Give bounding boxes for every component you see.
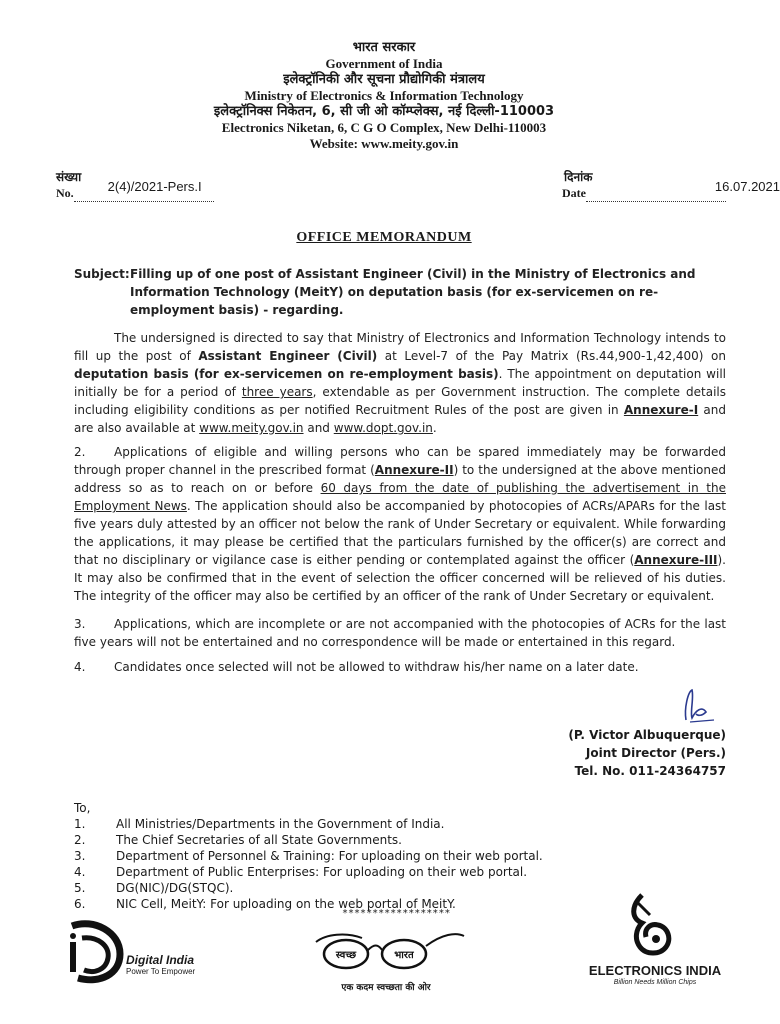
signatory-name: (P. Victor Albuquerque) [568,728,726,742]
swachh-bharat-glasses-icon [306,912,466,980]
meity-link[interactable]: www.meity.gov.in [199,421,304,435]
para1-text: and [303,421,334,435]
header-govt: Government of India [325,56,443,71]
deadline-text: 60 days from the date of publishing the advertisement in the Employment News [74,481,726,513]
para2-text: ) to the undersigned at the above mentioned address so as to reach on or before [74,463,726,495]
memo-date [562,168,780,202]
para2-number: 2. [74,445,86,459]
list-item-number: 3. [74,849,86,863]
paragraph-3 [74,615,726,651]
date-label: Date [562,186,586,200]
signature-image [568,686,726,726]
list-item-text: NIC Cell, MeitY: For uploading on the web portal of MeitY. [116,897,456,911]
list-item [74,880,543,896]
date-value: 16.07.2021 [714,179,780,194]
para3-number: 3. [74,617,86,631]
list-item [74,816,543,832]
list-item-text: Department of Public Enterprises: For uploading on their web portal. [116,865,528,879]
subject [74,265,726,319]
para1-text: . The appointment on deputation will initially be for a period of [74,367,726,399]
post-name: Assistant Engineer (Civil) [198,349,378,363]
subject-text: Filling up of one post of Assistant Engineer (Civil) in the Ministry of Electronics and Information Technology (MeitY) on deputation basis (for ex-servicemen on re-employment basis) - regarding. [130,267,696,317]
file-number-label: No. [56,186,74,200]
para1-text: The undersigned is directed to say that Ministry of Electronics and Information Technology intends to fill up the post of [74,331,726,363]
digital-india-wordmark [126,954,195,978]
para3-text: Applications, which are incomplete or are not accompanied with the photocopies of ACRs for the last five years will not be entertained and no correspondence will be made or entertained in this regard. [74,617,726,649]
signatory-phone: Tel. No. 011-24364757 [574,764,726,778]
para1-text: , extendable as per Government instruction. The complete details including eligibility conditions as per notified Recruitment Rules of the post are given in [74,385,726,417]
reference-row [56,168,780,208]
deputation-basis: deputation basis (for ex-servicemen on re-employment basis) [74,367,499,381]
list-item [74,832,543,848]
list-item-number: 6. [74,897,86,911]
electronics-india-tagline: Billion Needs Million Chips [613,979,697,986]
recipients-list [74,800,543,912]
para1-text: at Level-7 of the Pay Matrix (Rs.44,900-1,42,400) on [377,349,726,363]
header-hindi-address: इलेक्ट्रॉनिक्स निकेतन, 6, सी जी ओ कॉम्प्लेक्स, नई दिल्ली-110003 [213,104,555,119]
list-item-number: 2. [74,833,86,847]
paragraph-4 [74,658,726,676]
para2-text: . The application should also be accompanied by photocopies of ACRs/APARs for the last five years duly attested by an officer not below the rank of Under Secretary or equivalent. While forwarding the applications, it may please be certified that the particulars furnished by the officer(s) are correct and that no disciplinary or vigilance case is either pending or contemplated against the officer ( [74,499,727,567]
para2-text: ). It may also be confirmed that in the event of selection the officer concerned will be relieved of his duties. The integrity of the officer may also be certified by an officer of the rank of Under Secretary or equivalent. [74,553,726,603]
dopt-link[interactable]: www.dopt.gov.in [333,421,433,435]
date-label-hindi: दिनांक [564,170,593,184]
annexure-2-ref: Annexure-II [374,463,454,477]
paragraph-1 [74,329,726,437]
swachh-left-text: स्वच्छ [335,950,357,961]
para1-text: and are also available at [74,403,726,435]
annexure-1-ref: Annexure-I [623,403,699,417]
list-item-text: DG(NIC)/DG(STQC). [116,881,234,895]
annexure-3-ref: Annexure-III [634,553,718,567]
para4-text: Candidates once selected will not be allowed to withdraw his/her name on a later date. [114,660,639,674]
header-address: Electronics Niketan, 6, C G O Complex, New Delhi-110003 [221,120,547,135]
list-item-text: Department of Personnel & Training: For uploading on their web portal. [116,849,543,863]
file-number-label-hindi: संख्या [56,170,82,184]
electronics-india-logo [580,893,730,993]
para2-text: Applications of eligible and willing persons who can be spared immediately may be forwarded through proper channel in the prescribed format ( [74,445,726,477]
header-hindi-govt: भारत सरकार [352,40,416,55]
electronics-india-title: ELECTRONICS INDIA [588,963,722,978]
header-hindi-ministry: इलेक्ट्रॉनिकी और सूचना प्रौद्योगिकी मंत्रालय [283,72,485,87]
memo-title: OFFICE MEMORANDUM [296,230,472,245]
paragraph-2 [74,443,726,605]
swachh-bharat-logo [306,912,466,992]
list-item [74,848,543,864]
list-item-text: All Ministries/Departments in the Government of India. [116,817,445,831]
digital-india-tagline: Power To Empower [126,967,196,976]
file-number-value: 2(4)/2021-Pers.I [107,179,202,194]
list-item [74,864,543,880]
para4-number: 4. [74,660,86,674]
subject-label: Subject: [74,267,130,281]
swachh-tagline: एक कदम स्वच्छता की ओर [341,983,431,993]
para1-text: . [432,421,437,435]
swachh-right-text: भारत [394,950,414,961]
letterhead [0,40,768,152]
header-website: Website: www.meity.gov.in [309,136,459,151]
file-number [56,168,214,202]
list-item-number: 1. [74,817,86,831]
header-ministry: Ministry of Electronics & Information Technology [244,88,524,103]
signatory-designation: Joint Director (Pers.) [585,746,726,760]
period-term: three years [241,385,313,399]
electronics-india-icon [580,893,730,963]
signature-block [568,686,726,780]
list-item-number: 4. [74,865,86,879]
digital-india-logo [64,916,214,986]
digital-india-title: Digital India [126,953,195,967]
list-item-text: The Chief Secretaries of all State Governments. [116,833,402,847]
digital-india-icon [64,916,126,986]
separator-stars: ****************** [342,908,451,919]
list-item-number: 5. [74,881,86,895]
list-item [74,896,543,912]
to-label: To, [74,801,91,815]
